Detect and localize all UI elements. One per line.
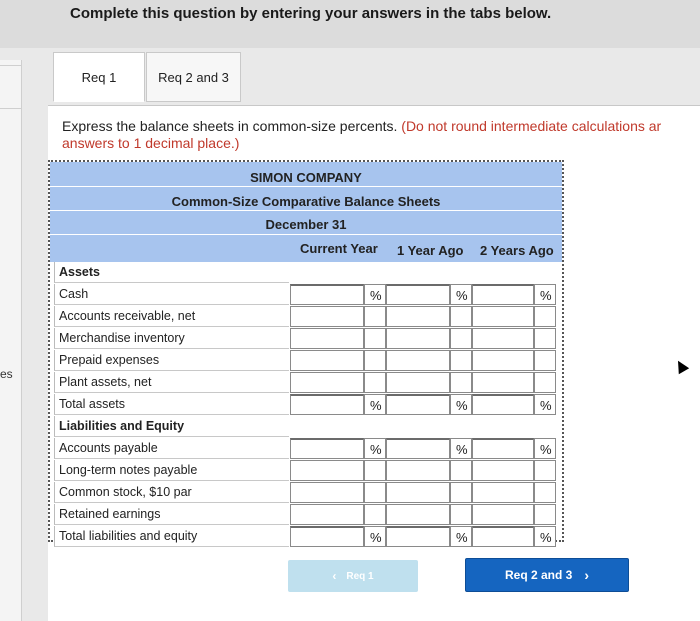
amount-input[interactable] [290,526,364,547]
amount-input[interactable] [290,328,364,349]
amount-input[interactable] [386,372,450,393]
tab-req-2-and-3[interactable]: Req 2 and 3 [146,52,241,102]
row-label: Common stock, $10 par [54,482,289,503]
percent-cell [364,482,386,503]
percent-cell [534,306,556,327]
prev-req-label: Req 1 [346,570,374,582]
amount-input[interactable] [472,372,534,393]
percent-cell [450,482,472,503]
prev-req-button[interactable] [288,560,418,592]
row-label: Merchandise inventory [54,328,289,349]
percent-symbol: % [456,530,468,545]
side-divider [0,65,22,66]
percent-symbol: % [370,530,382,545]
percent-cell [534,372,556,393]
next-req-label: Req 2 and 3 [504,568,573,582]
instruction-text: Complete this question by entering your answers in the tabs below. [70,5,552,22]
percent-cell [534,460,556,481]
percent-cell [364,328,386,349]
percent-symbol: % [540,530,552,545]
amount-input[interactable] [290,394,364,415]
amount-input[interactable] [290,460,364,481]
amount-input[interactable] [290,438,364,459]
percent-cell [534,350,556,371]
next-req-button[interactable] [465,558,629,592]
percent-cell [364,504,386,525]
prompt-text: Express the balance sheets in common-size percents. [62,118,402,134]
row-label: Cash [54,284,289,305]
amount-input[interactable] [290,504,364,525]
prompt-note-line2: answers to 1 decimal place.) [62,135,240,151]
row-label: Plant assets, net [54,372,289,393]
amount-input[interactable] [472,328,534,349]
amount-input[interactable] [386,482,450,503]
row-label: Accounts payable [54,438,289,459]
percent-symbol: % [540,398,552,413]
amount-input[interactable] [472,438,534,459]
row-label: Accounts receivable, net [54,306,289,327]
amount-input[interactable] [290,482,364,503]
percent-cell [534,504,556,525]
amount-input[interactable] [472,306,534,327]
company-name: SIMON COMPANY [250,170,362,185]
amount-input[interactable] [290,372,364,393]
amount-input[interactable] [472,460,534,481]
percent-cell [364,460,386,481]
amount-input[interactable] [472,394,534,415]
percent-cell [450,328,472,349]
amount-input[interactable] [290,350,364,371]
percent-cell [450,372,472,393]
band-divider [50,186,562,187]
row-label: Total assets [54,394,289,415]
percent-symbol: % [370,442,382,457]
amount-input[interactable] [472,504,534,525]
amount-input[interactable] [386,350,450,371]
percent-cell [450,460,472,481]
chevron-left-icon: ‹ [332,569,337,583]
percent-symbol: % [456,442,468,457]
percent-cell [450,504,472,525]
row-label: Retained earnings [54,504,289,525]
band-divider [50,210,562,211]
amount-input[interactable] [386,284,450,305]
left-side-panel [0,60,22,621]
percent-symbol: % [540,442,552,457]
percent-symbol: % [456,398,468,413]
amount-input[interactable] [386,526,450,547]
percent-cell [534,328,556,349]
percent-cell [450,350,472,371]
tab-req-1[interactable]: Req 1 [53,52,145,102]
col-header-current-year: Current Year [300,241,378,256]
row-label: Assets [54,262,289,283]
percent-symbol: % [540,288,552,303]
amount-input[interactable] [386,460,450,481]
balance-sheet-table [48,160,564,545]
chevron-right-icon: › [584,567,590,583]
percent-symbol: % [456,288,468,303]
amount-input[interactable] [386,394,450,415]
percent-cell [364,350,386,371]
amount-input[interactable] [386,504,450,525]
amount-input[interactable] [386,328,450,349]
percent-symbol: % [370,398,382,413]
question-prompt [62,118,700,152]
side-divider [0,108,22,109]
amount-input[interactable] [290,284,364,305]
amount-input[interactable] [472,526,534,547]
percent-symbol: % [370,288,382,303]
band-divider [50,234,562,235]
statement-date: December 31 [265,217,347,232]
row-label: Total liabilities and equity [54,526,289,547]
percent-cell [364,306,386,327]
percent-cell [364,372,386,393]
row-label: Liabilities and Equity [54,416,289,437]
side-panel-text: es [0,367,13,381]
amount-input[interactable] [386,438,450,459]
percent-cell [450,306,472,327]
row-label: Prepaid expenses [54,350,289,371]
percent-cell [534,482,556,503]
col-header-1-year-ago: 1 Year Ago [397,243,464,258]
amount-input[interactable] [290,306,364,327]
amount-input[interactable] [472,482,534,503]
row-label: Long-term notes payable [54,460,289,481]
amount-input[interactable] [472,284,534,305]
amount-input[interactable] [472,350,534,371]
amount-input[interactable] [386,306,450,327]
prompt-note: (Do not round intermediate calculations ar [401,118,662,134]
statement-title: Common-Size Comparative Balance Sheets [171,194,441,209]
col-header-2-years-ago: 2 Years Ago [480,243,554,258]
